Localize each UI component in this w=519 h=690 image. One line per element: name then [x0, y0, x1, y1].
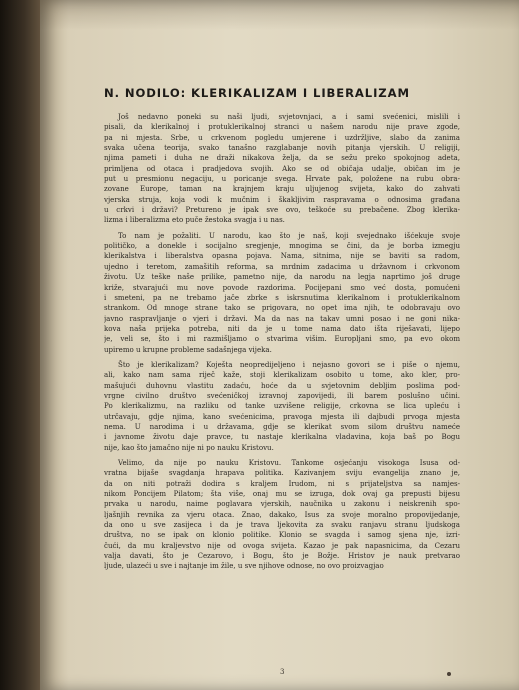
text-line: valja davati, što je Cezarovo, i Bogu, što je Božje. Hristov je nauk pretvarao — [104, 551, 460, 561]
text-line: klerikalstva i liberalstva opasna pojava. Nama, sitnima, nije se baviti sa radom, — [104, 251, 460, 261]
text-line: križe, stvarajući mu nove povode razdorima. Pocijepani smo već dosta, pomućeni — [104, 282, 460, 292]
text-line: lizma i liberalizma eto puče žestoka svagja i u nas. — [104, 215, 285, 225]
text-line: javno raspravljanje o vjeri i državi. Ma da nas na takav umni posao i ne goni nika- — [104, 313, 460, 323]
page-shadow — [40, 0, 519, 30]
text-line: utrčavaju, gdje njima, kano svećenicima, pravoga mjesta ili dajbudi prvoga mjesta — [104, 411, 460, 421]
paragraph — [104, 458, 460, 572]
text-line: političko, a donekle i socijalno sregjenje, mnogima se čini, da je borba izmegju — [104, 241, 460, 251]
text-line: njima pameti i duha ne draži nikakova želja, da se sežu preko spokojnog adeta, — [104, 153, 460, 163]
text-line: kova naša prijeka potreba, niti da je u tome nama dato išta riješavati, lijepo — [104, 323, 460, 333]
text-line: To nam je požaliti. U narodu, kao što je naš, koji svejednako išćekuje svoje — [118, 230, 460, 240]
text-line: da ono u sve zasijeca i da je trava ljekovita za svaku ranjavu stranu ljudskoga — [104, 520, 460, 530]
text-line: put u presmionu negaciju, u poricanje svega. Hrvate pak, položene na rubu obra- — [104, 174, 460, 184]
text-line: Što je klerikalizam? Koješta neopredijeljeno i nejasno govori se i piše o njemu, — [118, 359, 460, 369]
article-title: N. NODILO: KLERIKALIZAM I LIBERALIZAM — [104, 86, 410, 100]
text-line: društva, no se ipak on klonio politike. Klonio se svagda i samog sjena nje, izri- — [104, 530, 460, 540]
text-line: upiremo u krupne probleme sadašnjega vijeka. — [104, 344, 272, 354]
text-line: primljena od otaca i pradjedova svojih. Ako se od običaja udalje, običan im je — [104, 163, 460, 173]
text-line: nema. U narodima i u državama, gdje se klerikat svom silom društvu nameće — [104, 421, 460, 431]
text-line: ujedno i teretom, zamašitih reforma, sa mrdnim zadacima u državnom i crkvonom — [104, 261, 460, 271]
paragraph — [104, 231, 460, 355]
ink-spot — [447, 672, 451, 676]
text-line: nije, kao što jamačno nije ni po nauku Kristovu. — [104, 442, 274, 452]
paragraph — [104, 360, 460, 453]
text-line: prvaka u narodu, naime poglavara vjerskih, naučnika u zakonu i neiskrenih spo- — [104, 499, 460, 509]
text-line: strankom. Od mnoge strane tako se prigovara, no opet ima njih, te odobravaju ovo — [104, 303, 460, 313]
text-line: ljašnjih revnika za vjeru otaca. Znao, dakako, Isus za svoje moralno propovijedanje, — [104, 509, 460, 519]
text-line: ali, kako nam sama riječ kaže, stoji klerikalizam osobito u tome, ako kler, pro- — [104, 370, 460, 380]
book-binding-edge — [0, 0, 44, 690]
article-body — [104, 112, 460, 572]
page-number: 3 — [280, 668, 285, 676]
paragraph — [104, 112, 460, 226]
text-line: i smeteni, pa ne trebamo jače zbrke s iskrsnutima klerikalnom i protuklerikalnom — [104, 292, 460, 302]
text-line: čući, da mu kraljevstvo nije od ovoga svijeta. Kazao je pak napasnicima, da Cezaru — [104, 540, 460, 550]
text-line: nikom Poncijem Pilatom; šta više, onaj mu se izruga, dok ovaj ga prepusti bijesu — [104, 489, 460, 499]
text-line: Velimo, da nije po nauku Kristovu. Tankome osjećanju visokoga Isusa od- — [118, 458, 460, 467]
text-line: pisali, da klerikalnoj i protuklerikalnoj stranci u našem narodu nije prave zgode, — [104, 122, 460, 132]
text-line: svaka učena teorija, svako tanašno razglabanje novih pitanja vjerskih. U religiji, — [104, 143, 460, 153]
text-line: Još nedavno poneki su naši ljudi, svjetovnjaci, a i sami svećenici, mislili i — [118, 112, 460, 121]
article — [104, 86, 460, 577]
text-line: vratna bijaše svagdanja hrapava politika. Kazivanjem sviju evangelija znano je, — [104, 468, 460, 478]
text-line: i javnome životu daje pravce, tu nastaje klerikalna vladavina, koja baš po Bogu — [104, 432, 460, 442]
text-line: mašujući duhovnu vlastitu zadaću, hoće da u svjetovnim debljim poslima pod- — [104, 380, 460, 390]
text-line: u crkvi i državi? Pretureno je ipak sve ovo, teškoće su prebačene. Zbog klerika- — [104, 205, 460, 215]
text-line: ljude, ulazeći u sve i najtanje im žile, u sve njihove odnose, no ovo proizvagjao — [104, 561, 384, 571]
text-line: da on niti potraži dodira s kraljem Irudom, ni s prijateljstva sa namjes- — [104, 478, 460, 488]
text-line: životu. Uz teške naše prilike, pametno nije, da narodu na legja naprtimo još druge — [104, 272, 460, 282]
text-line: vjerska struja, koja vodi k mučnim i škakljivim raspravama o odnosima građana — [104, 194, 460, 204]
text-line: zovane Europe, taman na krajnjem kraju ulјujenog svijeta, kako do zahvati — [104, 184, 460, 194]
text-line: vrgne civilno društvo svećeničkoj izravnoj zapovijedi, ili barem poslušno učini. — [104, 390, 460, 400]
text-line: Po klerikalizmu, na razliku od tanke uzvišene religije, crkovna se lica upleću i — [104, 401, 460, 411]
text-line: je, veli se, što i mi razmišljamo o stvarima višim. Europljani smo, pa evo okom — [104, 334, 460, 344]
text-line: pa ni mjesta. Srbe, u crkvenom pogledu umjerene i uzdržljive, slabo da zanima — [104, 132, 460, 142]
